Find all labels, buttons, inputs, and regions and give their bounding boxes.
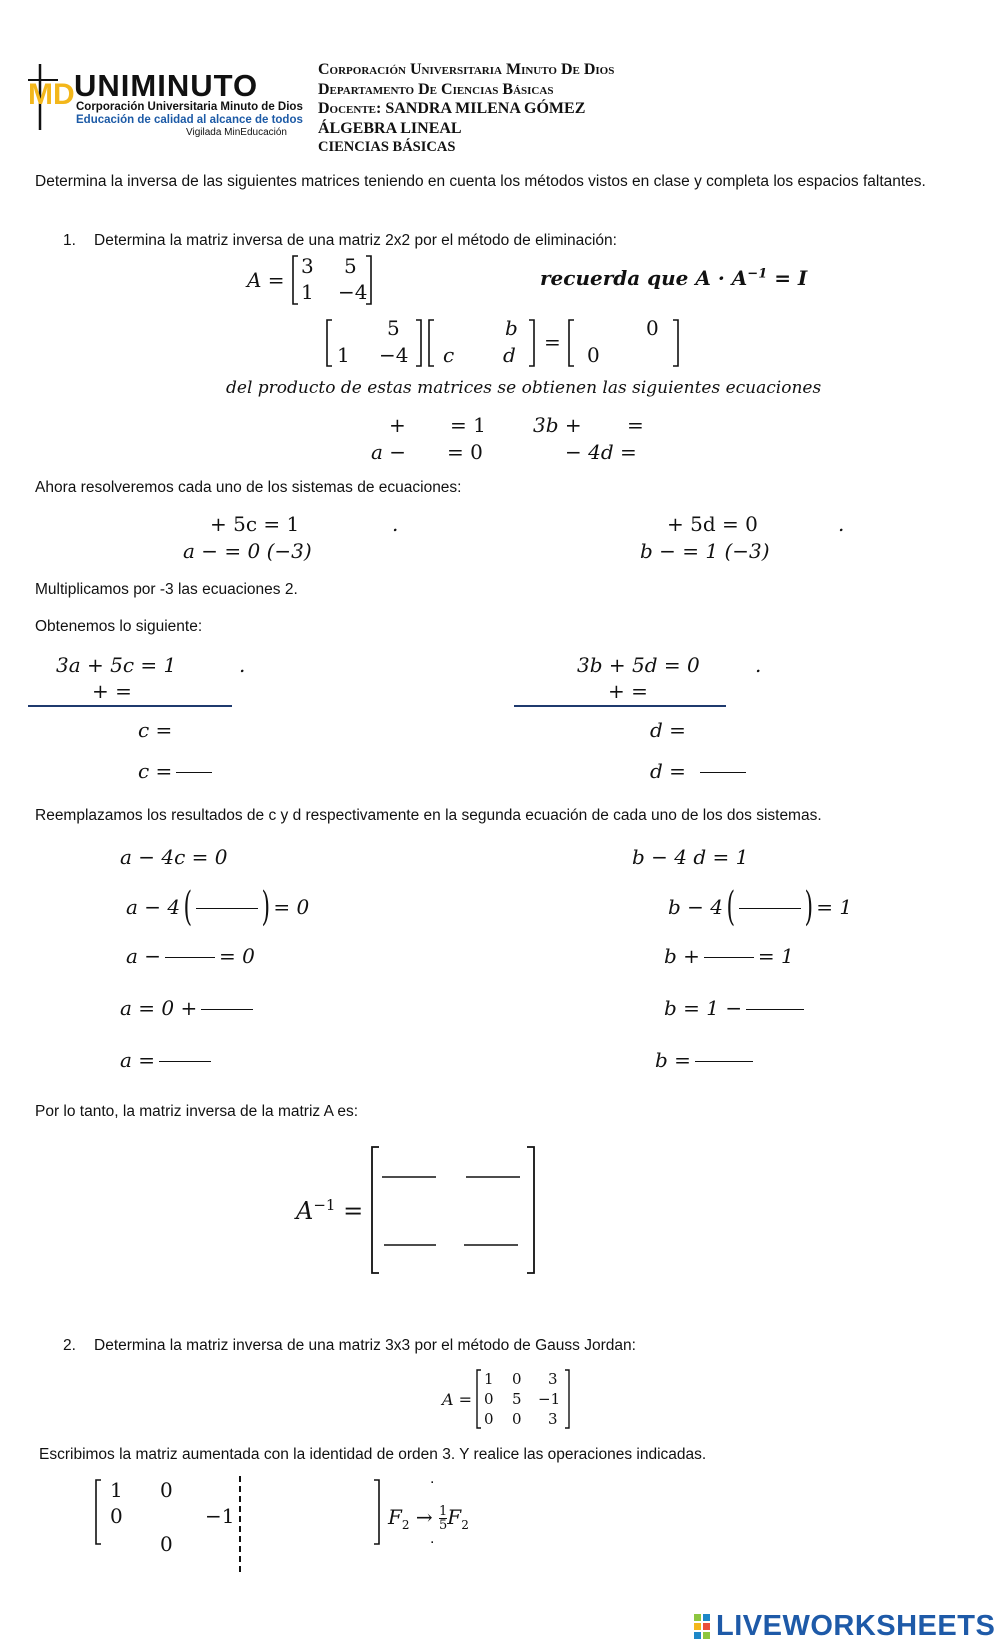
q1-left-c1: c = [138, 718, 173, 742]
q1-left-c2-fraction-line [176, 772, 212, 773]
q2-a-cell: 0 [484, 1390, 494, 1408]
q2-op-dot-top: . [430, 1470, 435, 1487]
q1-reminder [540, 266, 807, 290]
q1-right-step4-text: b = 1 − [664, 996, 743, 1020]
q1-right-step3-b: = 1 [757, 944, 794, 968]
q1-eq-line1-a: + [389, 413, 406, 437]
q1-identity-blank[interactable] [580, 318, 620, 340]
header-area: CIENCIAS BÁSICAS [318, 139, 456, 155]
q1-left-sum-line1: 3a + 5c = 1 [56, 653, 177, 677]
q2-op-denominator: 5 [439, 1518, 448, 1533]
q1-right-step2-a: b − 4 [668, 895, 723, 919]
q1-right-step3-fraction-line [704, 957, 754, 958]
q1-left-step3 [126, 944, 255, 968]
q1-right-sum-separator [514, 705, 726, 707]
q1-sys1-line1: + 5c = 1 [210, 512, 300, 536]
q1-sys1-line2: a − = 0 (−3) [183, 539, 312, 563]
q1-left-step4-fraction-line [201, 1009, 253, 1010]
q1-obtain-note: Obtenemos lo siguiente: [35, 618, 203, 635]
q2-augmented-divider [239, 1476, 241, 1572]
q1-eq-blank[interactable] [522, 442, 562, 464]
q1-statement: Determina la matriz inversa de una matriz 2x2 por el método de eliminación: [94, 232, 617, 249]
q1-left-c1-blank[interactable] [186, 720, 236, 742]
q1-sys2-dot: . [838, 512, 845, 536]
q1-product-right-cell: b [505, 316, 518, 340]
q1-right-sum-dot: . [755, 653, 762, 677]
q1-eq-blank[interactable] [340, 415, 382, 437]
q2-aug-cell: 1 [110, 1478, 123, 1502]
q1-identity-cell: 0 [646, 316, 659, 340]
q1-left-step4-text: a = 0 + [120, 996, 198, 1020]
q1-left-sum-blank[interactable] [112, 681, 164, 703]
logo-wordmark: UNIMINUTO [74, 68, 259, 103]
q1-left-sum-separator [28, 705, 232, 707]
q2-a-cell: 0 [484, 1410, 494, 1428]
q1-eq-blank[interactable] [650, 415, 690, 437]
q1-reminder-text: recuerda que A · A [540, 266, 748, 290]
q1-right-d1: d = [650, 718, 686, 742]
q2-statement: Determina la matriz inversa de una matriz 3x3 por el método de Gauss Jordan: [94, 1337, 636, 1354]
q1-left-step5-text: a = [120, 1048, 156, 1072]
q1-right-d2-text: d = [650, 759, 686, 783]
institution-logo [24, 58, 306, 136]
q1-product-left-cell: 1 [337, 343, 350, 367]
q1-eq-blank[interactable] [412, 415, 448, 437]
q1-right-step4 [664, 996, 808, 1020]
q2-aug-cell: 0 [160, 1532, 173, 1556]
q1-sys-blank[interactable] [618, 514, 664, 536]
q1-left-step5-fraction-line [159, 1061, 211, 1062]
q1-eq-line2-c: − 4d = [565, 440, 637, 464]
q2-a-label: A = [442, 1390, 473, 1409]
q1-right-d2-denominator[interactable] [712, 774, 752, 794]
q1-right-step4-fraction-line [746, 1009, 804, 1010]
q1-a-cell: −4 [338, 280, 368, 304]
q1-right-step5-fraction-line [695, 1061, 753, 1062]
q2-a-cell: −1 [538, 1390, 561, 1408]
q1-left-step2-b: = 0 [273, 895, 310, 919]
q1-left-sum-blank[interactable] [50, 681, 90, 703]
q1-right-step1: b − 4 d = 1 [632, 845, 749, 869]
svg-text:MD: MD [28, 78, 75, 111]
q1-left-step2: a − 4( ) = 0 [126, 884, 310, 930]
q2-aug-blank[interactable] [196, 1480, 232, 1502]
intro-paragraph: Determina la inversa de las siguientes matrices teniendo en cuenta los métodos vistos en clase y completa los espacios faltantes. [35, 173, 926, 190]
q2-aug-cell: −1 [205, 1504, 235, 1528]
q1-right-d2-numerator[interactable] [712, 744, 752, 764]
q1-sys1-dot: . [392, 512, 399, 536]
q1-right-step2-fraction-line [739, 908, 801, 909]
q1-eq-line1-d: = [627, 413, 644, 437]
q1-sys-blank[interactable] [688, 541, 730, 563]
q1-right-d2-fraction-line [700, 772, 746, 773]
q1-reminder-tail: = I [767, 266, 808, 290]
q1-eq-blank[interactable] [650, 442, 690, 464]
q1-right-sum-blank[interactable] [560, 681, 606, 703]
header-teacher: Docente: SANDRA MILENA GÓMEZ [318, 100, 586, 117]
q2-op-arrow: → [415, 1505, 433, 1529]
q1-product-blank[interactable] [440, 318, 480, 340]
q2-aug-cell: 0 [160, 1478, 173, 1502]
q1-inverse-label [296, 1196, 363, 1225]
q1-left-sum-blank[interactable] [180, 681, 226, 703]
q1-multiply-note: Multiplicamos por -3 las ecuaciones 2. [35, 581, 298, 598]
logo-line2: Educación de calidad al alcance de todos [76, 114, 303, 126]
q1-a-cell: 5 [344, 254, 357, 278]
q1-right-step2-b: = 1 [816, 895, 853, 919]
logo-line3: Vigilada MinEducación [186, 127, 287, 138]
q2-aug-blank[interactable] [108, 1534, 138, 1556]
q2-a-cell: 0 [512, 1410, 522, 1428]
q1-replace-note: Reemplazamos los resultados de c y d respectivamente en la segunda ecuación de cada uno de los dos sistemas. [35, 807, 822, 824]
q1-right-sum-blank[interactable] [628, 681, 682, 703]
q2-augmented-note: Escribimos la matriz aumentada con la identidad de orden 3. Y realice las operaciones indicadas. [39, 1446, 707, 1463]
q2-op-dot-bottom: . [430, 1530, 435, 1547]
liveworksheets-wordmark: LIVEWORKSHEETS [716, 1610, 996, 1642]
q1-left-step3-fraction-line [165, 957, 215, 958]
q1-reminder-sup: −1 [747, 266, 768, 282]
q1-right-sum-line1: 3b + 5d = 0 [577, 653, 700, 677]
q1-left-step2-fraction-line [196, 908, 258, 909]
q1-product-left-cell: −4 [379, 343, 409, 367]
q1-right-sum-line2: + = [608, 679, 648, 703]
q1-sys-blank[interactable] [160, 514, 206, 536]
q2-aug-blank[interactable] [252, 1506, 362, 1528]
q1-right-step5-text: b = [655, 1048, 691, 1072]
q1-left-step3-a: a − [126, 944, 162, 968]
q2-a-cell: 1 [484, 1370, 494, 1388]
q1-product-right-cell: c [443, 343, 455, 367]
q1-sys2-line1: + 5d = 0 [667, 512, 758, 536]
q2-op-rhs-sub: 2 [461, 1518, 469, 1532]
q1-right-step5 [655, 1048, 757, 1072]
q2-op-numerator: 1 [439, 1504, 448, 1519]
q2-a-cell: 0 [512, 1370, 522, 1388]
q1-product-equals: = [544, 330, 561, 354]
q1-eq-line2-b: = 0 [447, 440, 483, 464]
q1-left-step4 [120, 996, 257, 1020]
q1-inverse-sup: −1 [313, 1196, 336, 1214]
q1-eq-line1-b: = 1 [450, 413, 486, 437]
q1-left-c2-denominator[interactable] [184, 774, 220, 794]
q1-eq-line1-c: 3b + [533, 413, 582, 437]
q1-left-step5 [120, 1048, 215, 1072]
q1-sys-blank[interactable] [232, 541, 274, 563]
q1-a-cell: 3 [301, 254, 314, 278]
q1-left-step1: a − 4c = 0 [120, 845, 228, 869]
q2-aug-blank[interactable] [252, 1534, 362, 1556]
q1-inverse-matrix [370, 1145, 536, 1275]
header-department: Departamento De Ciencias Básicas [318, 80, 554, 98]
q1-product-left-cell: 5 [387, 316, 400, 340]
q1-product-right-cell: d [503, 343, 516, 367]
q1-identity-blank[interactable] [620, 345, 660, 367]
q1-inverse-equals: = [343, 1197, 364, 1225]
q1-number: 1. [63, 232, 76, 249]
q2-aug-blank[interactable] [152, 1506, 188, 1528]
q2-aug-blank[interactable] [252, 1480, 362, 1502]
q1-eq-blank[interactable] [408, 442, 444, 464]
q1-left-c2-numerator[interactable] [184, 744, 220, 764]
q1-product-blank[interactable] [338, 318, 378, 340]
q1-right-step3 [664, 944, 794, 968]
q2-row-operation [388, 1505, 469, 1532]
q1-a-cell: 1 [301, 280, 314, 304]
q1-a-label: A = [247, 268, 285, 292]
q1-right-d1-blank[interactable] [706, 720, 756, 742]
q1-right-step2: b − 4( ) = 1 [668, 884, 853, 930]
q1-eq-blank[interactable] [590, 415, 624, 437]
q1-systems-intro: Ahora resolveremos cada uno de los sistemas de ecuaciones: [35, 479, 462, 496]
q1-conclusion: Por lo tanto, la matriz inversa de la matriz A es: [35, 1103, 359, 1120]
q2-aug-blank[interactable] [196, 1534, 232, 1556]
q1-left-c2-text: c = [138, 759, 173, 783]
q1-eq-line2-a: a − [371, 440, 407, 464]
q1-product-caption: del producto de estas matrices se obtienen las siguientes ecuaciones [226, 378, 822, 398]
q2-op-rhs: F [447, 1505, 462, 1529]
q1-sys2-line2: b − = 1 (−3) [640, 539, 770, 563]
q1-left-step2-a: a − 4 [126, 895, 181, 919]
header-lines [318, 60, 614, 158]
header-subject: ÁLGEBRA LINEAL [318, 119, 462, 137]
header-institution: Corporación Universitaria Minuto De Dios [318, 61, 615, 78]
q1-left-step3-b: = 0 [219, 944, 255, 968]
logo-line1: Corporación Universitaria Minuto de Dios [76, 101, 303, 113]
q1-left-sum-dot: . [239, 653, 246, 677]
q1-right-step3-a: b + [664, 944, 700, 968]
q1-left-sum-line2: + = [92, 679, 132, 703]
q2-op-lhs: F [388, 1505, 402, 1529]
q1-right-sum-blank[interactable] [698, 681, 722, 703]
q2-op-sub: 2 [401, 1518, 410, 1532]
q1-inverse-letter: A [296, 1197, 314, 1225]
q2-a-cell: 3 [548, 1370, 558, 1388]
q2-number: 2. [63, 1337, 76, 1354]
q2-a-cell: 5 [512, 1390, 522, 1408]
q1-identity-cell: 0 [587, 343, 600, 367]
q2-aug-cell: 0 [110, 1504, 123, 1528]
q2-a-cell: 3 [548, 1410, 558, 1428]
